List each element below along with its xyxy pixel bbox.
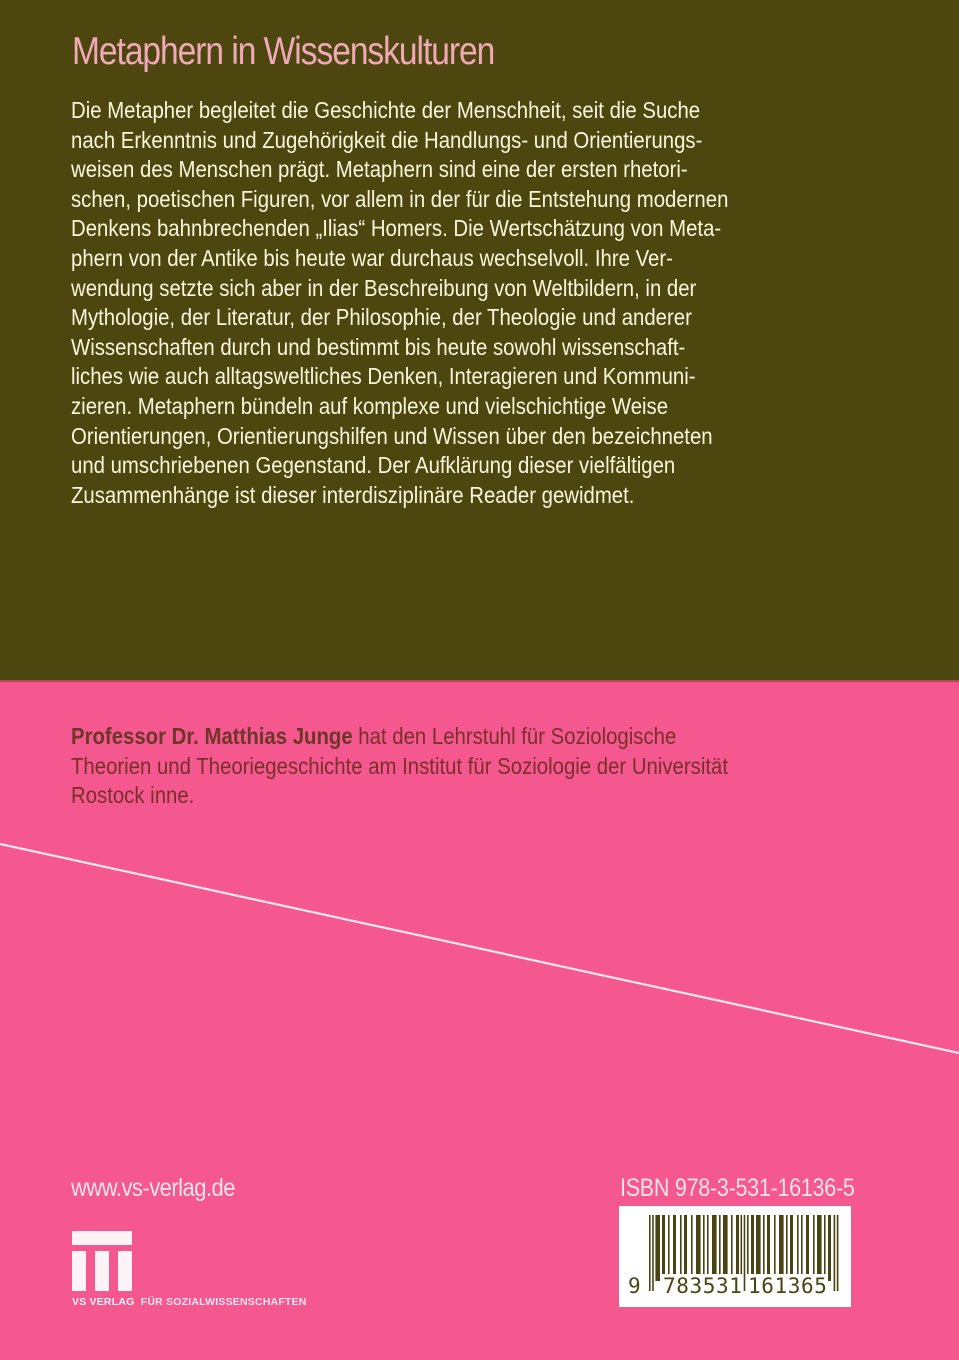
barcode-digits — [627, 1274, 847, 1298]
author-name: Professor Dr. Matthias Junge — [71, 723, 353, 749]
vs-verlag-logo-icon — [72, 1231, 132, 1291]
blurb-line: weisen des Menschen prägt. Metaphern sind eine der ersten rhetori- — [71, 156, 688, 183]
publisher-name: VS VERLAG — [72, 1296, 135, 1308]
barcode-group-1: 783531 — [663, 1274, 743, 1298]
isbn-label: ISBN 978-3-531-16136-5 — [620, 1174, 855, 1202]
blurb-line: Wissenschaften durch und bestimmt bis heute sowohl wissenschaft- — [71, 333, 686, 360]
book-title: Metaphern in Wissenskulturen — [72, 30, 495, 73]
author-bio — [71, 722, 959, 811]
bio-line: Theorien und Theoriegeschichte am Institut für Soziologie der Universität — [71, 752, 728, 779]
blurb-line: zieren. Metaphern bündeln auf komplexe und vielschichtige Weise — [71, 392, 669, 419]
bio-line: Rostock inne. — [71, 782, 195, 808]
barcode-first-digit: 9 — [628, 1274, 641, 1298]
blurb-line: liches wie auch alltagsweltliches Denken, Interagieren und Kommuni- — [71, 363, 696, 390]
publisher-tagline: FÜR SOZIALWISSENSCHAFTEN — [140, 1296, 307, 1308]
barcode-group-2: 161365 — [748, 1274, 828, 1298]
blurb-line: wendung setzte sich aber in der Beschreibung von Weltbildern, in der — [71, 274, 697, 301]
barcode — [619, 1206, 851, 1307]
blurb-line: Die Metapher begleitet die Geschichte der Menschheit, seit die Suche — [71, 97, 701, 123]
blurb-line: phern von der Antike bis heute war durchaus wechselvoll. Ihre Ver- — [71, 244, 673, 271]
bio-line — [71, 722, 868, 752]
blurb-line: und umschriebenen Gegenstand. Der Aufklärung dieser vielfältigen — [71, 452, 676, 479]
blurb-line: schen, poetischen Figuren, vor allem in der für die Entstehung modernen — [71, 185, 729, 212]
blurb-line: nach Erkenntnis und Zugehörigkeit die Handlungs- und Orientierungs- — [71, 126, 703, 153]
publisher-url[interactable]: www.vs-verlag.de — [71, 1174, 235, 1202]
publisher-logo-text — [72, 1296, 307, 1308]
bio-line-1-text: hat den Lehrstuhl für Soziologische — [352, 723, 677, 749]
blurb-text — [71, 96, 959, 510]
blurb-line: Mythologie, der Literatur, der Philosophie, der Theologie und anderer — [71, 304, 692, 331]
blurb-line: Orientierungen, Orientierungshilfen und Wissen über den bezeichneten — [71, 422, 713, 449]
panel-divider — [0, 680, 959, 682]
blurb-line: Zusammenhänge ist dieser interdisziplinäre Reader gewidmet. — [71, 481, 635, 508]
blurb-line: Denkens bahnbrechenden „Ilias“ Homers. Die Wertschätzung von Meta- — [71, 215, 722, 242]
